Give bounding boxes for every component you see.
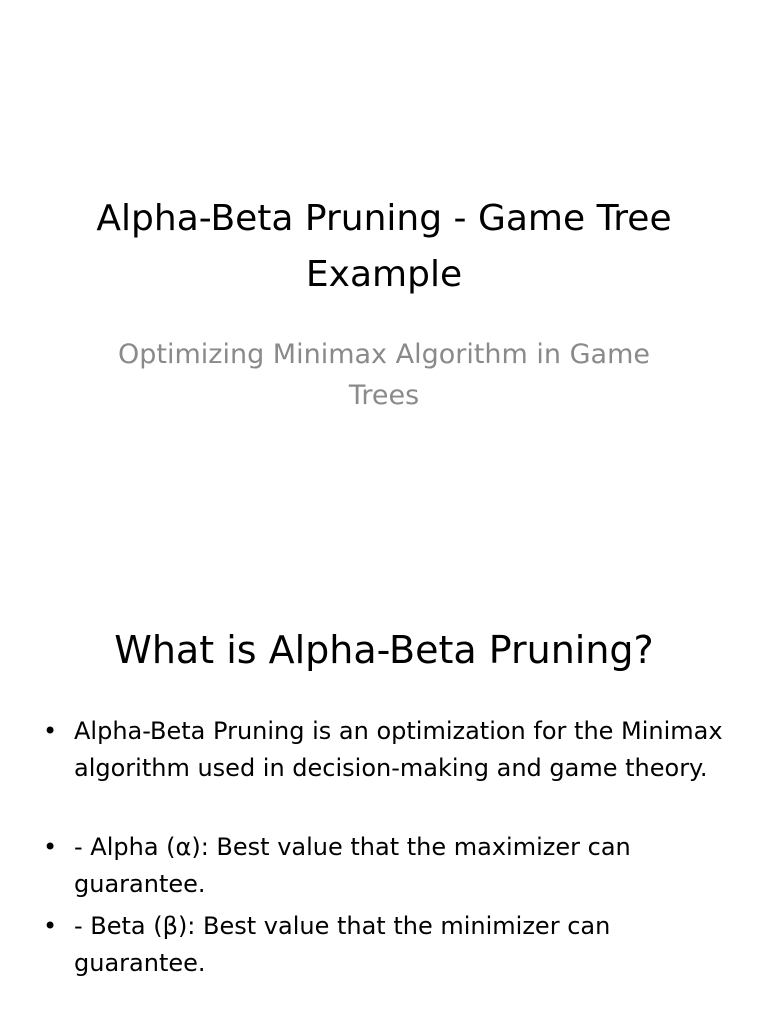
slide-title: Alpha-Beta Pruning - Game Tree Example <box>96 198 672 295</box>
slide-subtitle: Optimizing Minimax Algorithm in Game Trees <box>118 339 650 411</box>
bullet-list <box>0 713 768 982</box>
list-item <box>0 713 768 787</box>
list-item <box>0 829 768 903</box>
bullet-text: Alpha-Beta Pruning is an optimization for the Minimax algorithm used in decision-making and game theory. <box>74 717 723 782</box>
bullet-text: - Alpha (α): Best value that the maximizer can guarantee. <box>74 833 631 898</box>
list-item <box>0 908 768 982</box>
bullet-text: - Beta (β): Best value that the minimizer can guarantee. <box>74 912 611 977</box>
slide-heading: What is Alpha-Beta Pruning? <box>114 628 654 672</box>
bullet-icon: • <box>43 833 58 861</box>
bullet-icon: • <box>43 717 58 745</box>
bullet-icon: • <box>43 912 58 940</box>
content-slide <box>0 576 768 1024</box>
